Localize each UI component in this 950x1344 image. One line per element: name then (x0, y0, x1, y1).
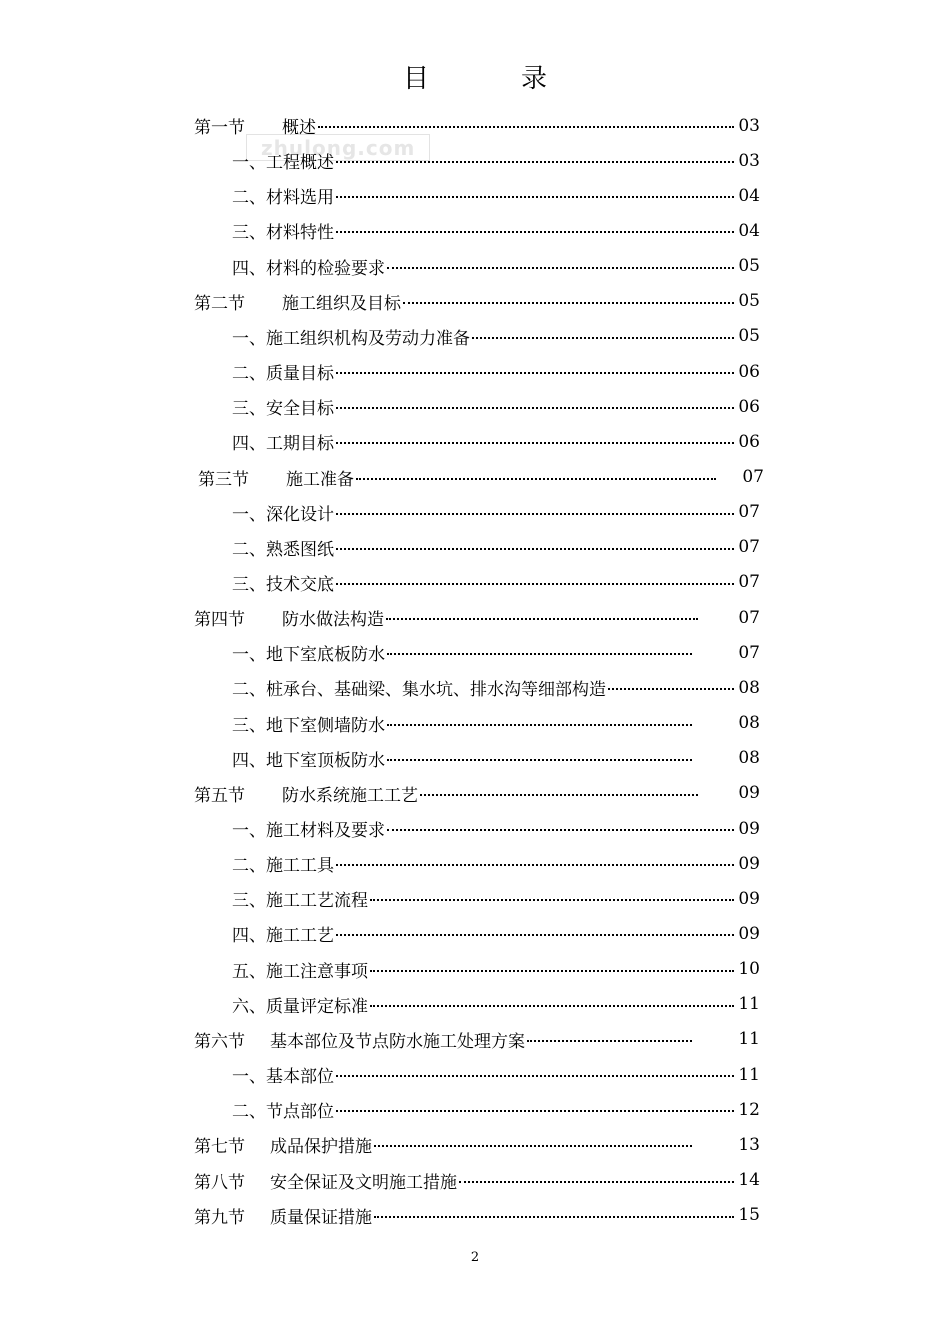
toc-dot-leader (420, 793, 698, 796)
toc-entry-label (194, 1132, 372, 1157)
toc-entry-title: 六、质量评定标准 (232, 996, 368, 1017)
toc-entry-label (194, 1027, 525, 1052)
toc-page-number: 05 (738, 291, 760, 312)
toc-section-row[interactable] (194, 284, 760, 319)
toc-entry-title: 成品保护措施 (270, 1137, 372, 1158)
toc-dot-leader (387, 652, 692, 655)
toc-entry-label (232, 851, 334, 876)
toc-entry-label (232, 1097, 334, 1122)
toc-dot-leader (336, 1074, 734, 1077)
toc-entry-title: 一、施工材料及要求 (232, 821, 385, 841)
toc-subsection-row[interactable] (232, 881, 760, 916)
toc-section-row[interactable] (194, 600, 760, 635)
toc-section-number: 第五节 (194, 785, 245, 806)
toc-entry-title: 四、材料的检验要求 (232, 258, 385, 279)
toc-title (0, 58, 950, 95)
toc-page-number: 03 (738, 150, 760, 171)
toc-entry-label (232, 640, 385, 665)
toc-entry-title: 二、熟悉图纸 (232, 539, 334, 560)
toc-entry-label (194, 781, 418, 806)
toc-section-number: 第四节 (194, 610, 245, 631)
toc-entry-label (232, 711, 385, 736)
toc-dot-leader (370, 898, 734, 901)
toc-page-number: 09 (738, 853, 760, 874)
toc-entry-title: 一、基本部位 (232, 1067, 334, 1088)
toc-page-number: 09 (738, 888, 760, 909)
toc-subsection-row[interactable] (232, 741, 760, 776)
toc-dot-leader (608, 687, 734, 690)
toc-dot-leader (336, 933, 734, 936)
toc-subsection-row[interactable] (232, 319, 760, 354)
toc-entry-title: 五、施工注意事项 (232, 961, 368, 982)
toc-page-number: 11 (738, 1029, 760, 1050)
toc-entry-title: 二、材料选用 (232, 188, 334, 209)
toc-page-number: 04 (738, 220, 760, 241)
toc-entry-title: 施工组织及目标 (282, 293, 401, 314)
toc-dot-leader (387, 828, 734, 831)
toc-dot-leader (472, 336, 734, 339)
toc-subsection-row[interactable] (232, 178, 760, 213)
toc-section-row[interactable] (194, 1022, 760, 1057)
toc-dot-leader (370, 969, 734, 972)
toc-entry-title: 三、施工工艺流程 (232, 891, 368, 912)
toc-dot-leader (336, 230, 734, 233)
toc-entry-label (194, 289, 401, 314)
toc-entry-label (194, 1203, 372, 1228)
toc-dot-leader (336, 195, 734, 198)
toc-entry-label (232, 148, 334, 173)
toc-page-number: 09 (738, 783, 760, 804)
toc-entry-label (232, 183, 334, 208)
toc-dot-leader (370, 1004, 734, 1007)
toc-page-number: 07 (738, 502, 760, 523)
toc-section-number: 第二节 (194, 293, 245, 314)
toc-subsection-row[interactable] (232, 1057, 760, 1092)
toc-entry-label (232, 1062, 334, 1087)
toc-subsection-row[interactable] (232, 706, 760, 741)
toc-dot-leader (336, 406, 734, 409)
toc-section-row[interactable] (194, 1198, 760, 1233)
toc-page-number: 03 (738, 115, 760, 136)
toc-dot-leader (336, 441, 734, 444)
toc-entry-label (232, 429, 334, 454)
toc-title-char-1: 目 (402, 64, 429, 94)
toc-entry-title: 三、安全目标 (232, 399, 334, 420)
toc-section-row[interactable] (194, 776, 760, 811)
toc-entry-title: 防水系统施工工艺 (282, 785, 418, 806)
toc-dot-leader (387, 758, 692, 761)
toc-section-number: 第九节 (194, 1207, 245, 1228)
toc-dot-leader (336, 1109, 734, 1112)
toc-subsection-row[interactable] (232, 635, 760, 670)
toc-entry-label (194, 1168, 457, 1193)
toc-page-number: 14 (738, 1170, 760, 1190)
toc-page-number: 06 (738, 431, 760, 452)
toc-section-number: 第六节 (194, 1031, 245, 1052)
toc-page-number: 07 (738, 537, 760, 558)
toc-page-number: 07 (738, 572, 760, 593)
toc-dot-leader (336, 582, 734, 585)
toc-section-number: 第三节 (198, 469, 249, 490)
toc-entry-title: 三、技术交底 (232, 574, 334, 595)
toc-entry-title: 一、地下室底板防水 (232, 645, 385, 666)
toc-entry-title: 二、质量目标 (232, 364, 334, 385)
toc-dot-leader (374, 1144, 692, 1147)
toc-entry-label (194, 605, 384, 630)
toc-entry-title: 三、材料特性 (232, 223, 334, 244)
toc-subsection-row[interactable] (232, 1092, 760, 1127)
toc-entry-title: 防水做法构造 (282, 610, 384, 631)
toc-page-number: 07 (738, 642, 760, 663)
toc-entry-label (198, 465, 354, 490)
toc-entry-label (232, 218, 334, 243)
toc-page-number: 09 (738, 818, 760, 839)
toc-dot-leader (318, 125, 734, 128)
toc-entry-label (232, 254, 385, 279)
toc-subsection-row[interactable] (232, 213, 760, 248)
toc-page-number: 04 (738, 185, 760, 206)
toc-dot-leader (387, 723, 692, 726)
toc-section-row[interactable] (194, 1127, 760, 1162)
toc-dot-leader (336, 512, 734, 515)
toc-page-number: 08 (738, 713, 760, 734)
toc-subsection-row[interactable] (232, 846, 760, 881)
toc-subsection-row[interactable] (232, 424, 760, 459)
toc-entry-label (232, 535, 334, 560)
toc-section-row[interactable] (198, 460, 764, 495)
toc-entry-label (232, 500, 334, 525)
toc-subsection-row[interactable] (232, 987, 760, 1022)
toc-dot-leader (336, 547, 734, 550)
toc-entry-title: 二、节点部位 (232, 1102, 334, 1123)
toc-entry-title: 一、工程概述 (232, 153, 334, 174)
toc-page-number: 12 (738, 1099, 760, 1120)
toc-page-number: 05 (738, 326, 760, 347)
watermark: zhulong.com (246, 134, 430, 161)
toc-subsection-row[interactable] (232, 530, 760, 565)
toc-subsection-row[interactable] (232, 495, 760, 530)
toc-dot-leader (336, 863, 734, 866)
toc-page-number: 09 (738, 923, 760, 944)
toc-entry-label (232, 921, 334, 946)
toc-page-number: 11 (738, 1064, 760, 1085)
toc-entry-label (232, 886, 368, 911)
toc-page-number: 07 (742, 467, 764, 487)
toc-entry-label (232, 394, 334, 419)
toc-entry-title: 质量保证措施 (270, 1207, 372, 1228)
toc-entry-title: 基本部位及节点防水施工处理方案 (270, 1031, 525, 1052)
toc-subsection-row[interactable] (232, 670, 760, 705)
toc-subsection-row[interactable] (232, 811, 760, 846)
toc-page-number: 08 (738, 748, 760, 769)
toc-entry-title: 二、施工工具 (232, 856, 334, 877)
toc-entry-label (232, 816, 385, 841)
toc-dot-leader (374, 1215, 734, 1218)
toc-entry-title: 一、深化设计 (232, 504, 334, 525)
toc-entry-title: 四、地下室顶板防水 (232, 750, 385, 771)
toc-page-number: 11 (738, 994, 760, 1015)
toc-entry-label (232, 324, 470, 349)
toc-page-number: 15 (738, 1205, 760, 1226)
toc-page-number: 05 (738, 256, 760, 277)
toc-entry-label (232, 992, 368, 1017)
toc-entry-label (232, 746, 385, 771)
toc-subsection-row[interactable] (232, 143, 760, 178)
toc-page-number: 13 (738, 1134, 760, 1155)
toc-dot-leader (336, 160, 734, 163)
toc-subsection-row[interactable] (232, 249, 760, 284)
toc-entry-title: 四、工期目标 (232, 434, 334, 455)
toc-subsection-row[interactable] (232, 389, 760, 424)
page-number: 2 (470, 1250, 480, 1265)
toc-entry-label (232, 359, 334, 384)
toc-section-number: 第八节 (194, 1172, 245, 1193)
toc-page-number: 07 (738, 607, 760, 628)
toc-dot-leader (403, 301, 734, 304)
toc-entry-label (232, 957, 368, 982)
toc-entry-title: 三、地下室侧墙防水 (232, 715, 385, 736)
toc-dot-leader (459, 1180, 734, 1183)
toc-entry-title: 概述 (282, 118, 316, 138)
toc-dot-leader (356, 477, 716, 480)
toc-entry-title: 一、施工组织机构及劳动力准备 (232, 328, 470, 349)
toc-entry-label (194, 113, 316, 138)
toc-entry-title: 施工准备 (286, 469, 354, 490)
toc-dot-leader (336, 371, 734, 374)
toc-title-char-2: 录 (521, 64, 548, 94)
toc-section-number: 第七节 (194, 1137, 245, 1158)
toc-subsection-row[interactable] (232, 565, 760, 600)
toc-page-number: 10 (738, 959, 760, 980)
toc-subsection-row[interactable] (232, 354, 760, 389)
toc-entry-title: 二、桩承台、基础梁、集水坑、排水沟等细部构造 (232, 680, 606, 701)
toc-page-number: 06 (738, 361, 760, 382)
toc-dot-leader (386, 617, 698, 620)
toc-entry-label (232, 570, 334, 595)
toc-dot-leader (387, 266, 734, 269)
toc-subsection-row[interactable] (232, 916, 760, 951)
toc-entry-title: 安全保证及文明施工措施 (270, 1172, 457, 1193)
toc-section-number: 第一节 (194, 118, 245, 138)
toc-entry-title: 四、施工工艺 (232, 926, 334, 947)
toc-page-number: 08 (738, 677, 760, 698)
toc-section-row[interactable] (194, 108, 760, 143)
toc-section-row[interactable] (194, 1163, 760, 1198)
toc-subsection-row[interactable] (232, 952, 760, 987)
toc-dot-leader (527, 1039, 692, 1042)
toc-entry-label (232, 675, 606, 700)
toc-page-number: 06 (738, 396, 760, 417)
